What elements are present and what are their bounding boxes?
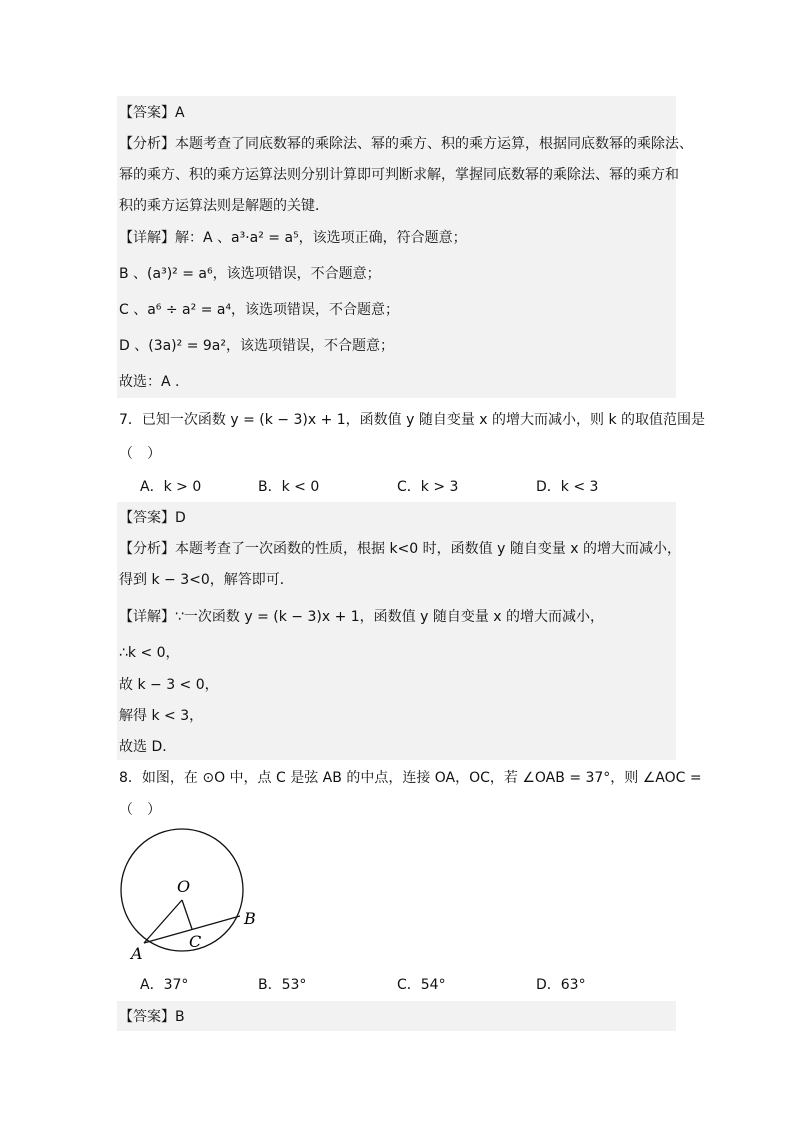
answer-label-q8: 【答案】B	[119, 1009, 185, 1025]
detail-line-4: D 、(3a)² = 9a²，该选项错误，不合题意；	[119, 338, 394, 354]
label-c: C	[189, 932, 202, 951]
q7-option-c: C．k > 3	[397, 479, 459, 495]
q8-option-d: D．63°	[536, 977, 586, 993]
q7-analysis-line-2: 得到 k − 3<0，解答即可．	[119, 572, 294, 588]
q7-option-a: A．k > 0	[140, 479, 202, 495]
q8-option-b: B．53°	[258, 977, 307, 993]
label-b: B	[244, 909, 256, 928]
detail-line-5: 故选：A .	[119, 374, 180, 390]
detail-line-2: B 、(a³)² = a⁶，该选项错误，不合题意；	[119, 266, 381, 282]
q7-detail-line-1: 【详解】∵一次函数 y = (k − 3)x + 1，函数值 y 随自变量 x 的增大而减小，	[119, 609, 605, 625]
answer-label-q7: 【答案】D	[119, 510, 186, 526]
segment-oc	[182, 900, 192, 929]
q8-option-c: C．54°	[397, 977, 446, 993]
analysis-line-1: 【分析】本题考查了同底数幂的乘除法、幂的乘方、积的乘方运算，根据同底数幂的乘除法、	[119, 136, 693, 152]
detail-line-3: C 、a⁶ ÷ a² = a⁴，该选项错误，不合题意；	[119, 302, 400, 318]
q7-detail-line-4: 解得 k < 3，	[119, 708, 204, 724]
question-7-stem: 7．已知一次函数 y = (k − 3)x + 1，函数值 y 随自变量 x 的增大而减小，则 k 的取值范围是	[119, 412, 706, 428]
question-7-paren: （ ）	[119, 446, 161, 462]
circle-figure	[114, 826, 274, 966]
detail-line-1: 【详解】解：A 、a³·a² = a⁵，该选项正确，符合题意；	[119, 230, 467, 246]
q7-option-d: D．k < 3	[536, 479, 599, 495]
segment-oa	[144, 900, 182, 943]
question-8-stem: 8．如图，在 ⊙O 中，点 C 是弦 AB 的中点，连接 OA，OC，若 ∠OAB = 37°，则 ∠AOC =	[119, 770, 702, 786]
analysis-line-2: 幂的乘方、积的乘方运算法则分别计算即可判断求解，掌握同底数幂的乘除法、幂的乘方和	[119, 167, 679, 183]
q7-detail-line-2: ∴k < 0，	[119, 645, 180, 661]
solution-block-q8	[117, 1001, 676, 1031]
q7-detail-line-3: 故 k − 3 < 0，	[119, 677, 219, 693]
q8-option-a: A．37°	[140, 977, 189, 993]
q7-analysis-line-1: 【分析】本题考查了一次函数的性质，根据 k<0 时，函数值 y 随自变量 x 的增大而减小，	[119, 541, 682, 557]
label-o: O	[177, 877, 191, 896]
q7-option-b: B．k < 0	[258, 479, 320, 495]
label-a: A	[131, 944, 143, 963]
answer-label-q6: 【答案】A	[119, 105, 185, 121]
analysis-line-3: 积的乘方运算法则是解题的关键．	[119, 198, 329, 214]
question-8-paren: （ ）	[119, 802, 161, 818]
q7-detail-line-5: 故选 D．	[119, 739, 177, 755]
